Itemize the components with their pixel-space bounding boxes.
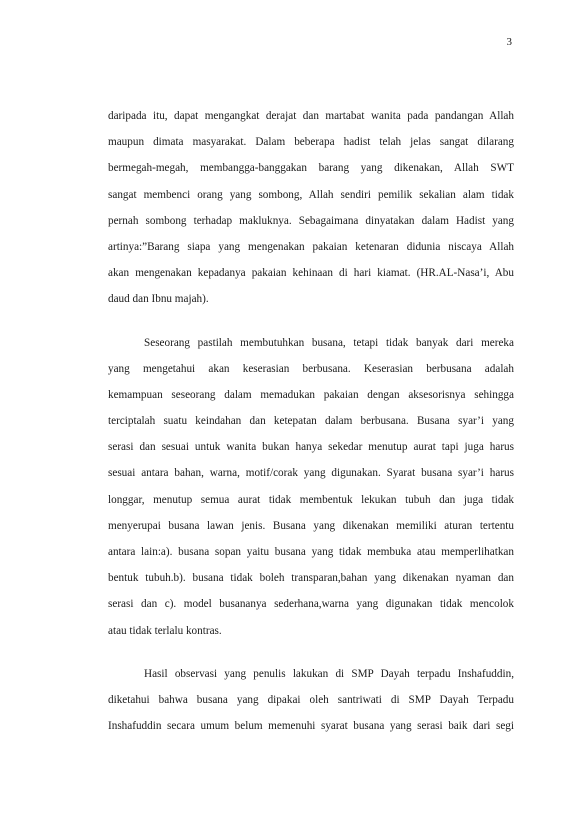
text-line: pernah sombong terhadap makluknya. Sebagaimana dinyatakan dalam Hadist yang — [108, 214, 514, 227]
text-line: Inshafuddin secara umum belum memenuhi syarat busana yang serasi baik dari segi — [108, 720, 514, 733]
text-line: akan mengenakan kepadanya pakaian kehinaan di hari kiamat. (HR.AL-Nasa’i, Abu — [108, 267, 514, 280]
paragraph-gap — [108, 644, 514, 661]
text-line: menyerupai busana lawan jenis. Busana yang dikenakan memiliki aturan tertentu — [108, 519, 514, 532]
text-line: daud dan Ibnu majah). — [108, 293, 209, 306]
text-line: sangat membenci orang yang sombong, Allah sendiri pemilik sekalian alam tidak — [108, 188, 514, 201]
text-line: daripada itu, dapat mengangkat derajat dan martabat wanita pada pandangan Allah — [108, 110, 514, 122]
text-line: antara lain:a). busana sopan yaitu busana yang tidak membuka atau memperlihatkan — [108, 546, 514, 558]
text-line: atau tidak terlalu kontras. — [108, 624, 222, 637]
text-line: Seseorang pastilah membutuhkan busana, tetapi tidak banyak dari mereka — [144, 336, 514, 349]
paragraph-2 — [108, 330, 514, 644]
text-line: bentuk tubuh.b). busana tidak boleh transparan,bahan yang dikenakan nyaman dan — [108, 572, 514, 585]
text-line: serasi dan sesuai untuk wanita bukan hanya sekedar menutup aurat tapi juga harus — [108, 441, 514, 454]
paragraph-3 — [108, 661, 514, 740]
paragraph-gap — [108, 313, 514, 330]
text-line: artinya:”Barang siapa yang mengenakan pakaian ketenaran didunia niscaya Allah — [108, 240, 514, 253]
text-line: serasi dan c). model busananya sederhana,warna yang digunakan tidak mencolok — [108, 598, 514, 611]
page-number: 3 — [506, 36, 512, 48]
text-line: longgar, menutup semua aurat tidak membentuk lekukan tubuh dan juga tidak — [108, 493, 514, 506]
text-line: terciptalah suatu keindahan dan ketepatan dalam berbusana. Busana syar’i yang — [108, 415, 514, 428]
text-line: yang mengetahui akan keserasian berbusana. Keserasian berbusana adalah — [108, 362, 514, 375]
paragraph-1 — [108, 103, 514, 313]
text-line: kemampuan seseorang dalam memadukan pakaian dengan aksesorisnya sehingga — [108, 388, 514, 401]
body-text — [108, 103, 514, 739]
text-line: diketahui bahwa busana yang dipakai oleh santriwati di SMP Dayah Terpadu — [108, 693, 514, 706]
text-line: Hasil observasi yang penulis lakukan di SMP Dayah terpadu Inshafuddin, — [144, 667, 514, 680]
text-line: maupun dimata masyarakat. Dalam beberapa hadist telah jelas sangat dilarang — [108, 136, 514, 149]
text-line: bermegah-megah, membangga-banggakan barang yang dikenakan, Allah SWT — [108, 162, 514, 175]
text-line: sesuai antara bahan, warna, motif/corak yang digunakan. Syarat busana syar’i harus — [108, 467, 514, 480]
